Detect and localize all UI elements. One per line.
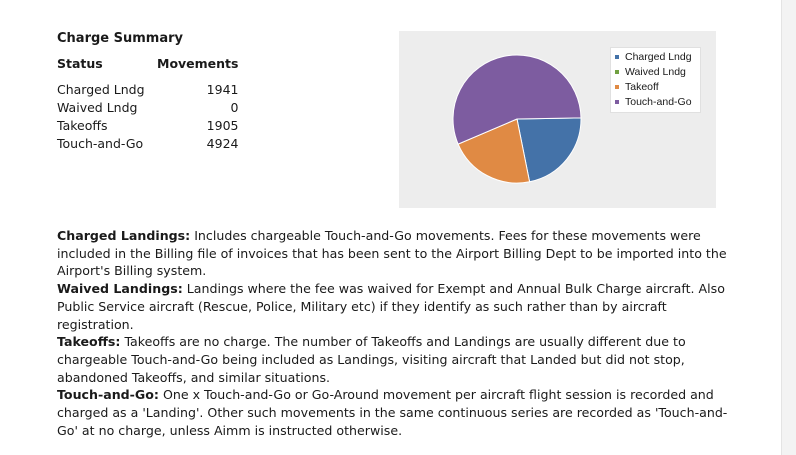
note-title: Charged Landings: <box>57 228 191 243</box>
legend-item <box>615 65 692 80</box>
legend-label: Charged Lndg <box>625 51 692 63</box>
note-text: Takeoffs are no charge. The number of Takeoffs and Landings are usually different due to chargeable Touch-and-Go being included as Landings, visiting aircraft that Landed but did not stop, abandoned Takeoffs, and similar situations. <box>57 334 686 385</box>
movements-cell: 4924 <box>206 136 239 151</box>
legend-item <box>615 95 692 110</box>
legend-swatch <box>615 70 619 74</box>
definitions-notes <box>57 227 747 439</box>
charge-summary-title: Charge Summary <box>57 31 183 46</box>
table-row <box>57 99 238 117</box>
table-row <box>57 117 238 135</box>
note-title: Touch-and-Go: <box>57 387 159 403</box>
movements-column-header: Movements <box>157 56 239 71</box>
charge-summary-section <box>57 31 257 153</box>
note-waived-landings <box>57 280 747 333</box>
legend-swatch <box>615 85 619 89</box>
status-cell: Takeoffs <box>57 118 108 133</box>
legend-item <box>615 50 692 65</box>
movements-cell: 0 <box>230 100 239 115</box>
movements-cell: 1941 <box>206 82 239 97</box>
note-text: Includes chargeable Touch-and-Go movements. Fees for these movements were included in the Billing file of invoices that has been sent to the Airport Billing Dept to be imported into the Airport's Billing system. <box>57 228 727 279</box>
status-cell: Waived Lndg <box>57 100 138 115</box>
note-text: Landings where the fee was waived for Exempt and Annual Bulk Charge aircraft. Also Public Service aircraft (Rescue, Police, Military etc) if they identify as such rather than by aircraft registration. <box>57 281 725 332</box>
legend-swatch <box>615 55 619 59</box>
legend-label: Takeoff <box>625 81 659 93</box>
legend-label: Waived Lndg <box>625 66 686 78</box>
movements-cell: 1905 <box>206 118 239 133</box>
note-title: Waived Landings: <box>57 281 183 297</box>
note-text: One x Touch-and-Go or Go-Around movement per aircraft flight session is recorded and charged as a 'Landing'. Other such movements in the same continuous series are recorded as 'Touch-and-Go' at no charge, unless Aimm is instructed otherwise. <box>57 387 728 438</box>
legend-swatch <box>615 100 619 104</box>
status-column-header: Status <box>57 56 103 71</box>
status-cell: Charged Lndg <box>57 82 145 97</box>
legend-label: Touch-and-Go <box>625 96 692 108</box>
note-takeoffs <box>57 333 747 386</box>
status-cell: Touch-and-Go <box>57 136 144 151</box>
chart-legend <box>610 47 701 113</box>
table-row <box>57 81 238 99</box>
legend-item <box>615 80 692 95</box>
note-title: Takeoffs: <box>57 334 121 350</box>
table-row <box>57 135 238 153</box>
note-charged-landings <box>57 227 747 280</box>
charge-summary-table <box>57 56 238 153</box>
window-edge-strip <box>781 0 796 455</box>
note-touch-and-go <box>57 386 747 439</box>
